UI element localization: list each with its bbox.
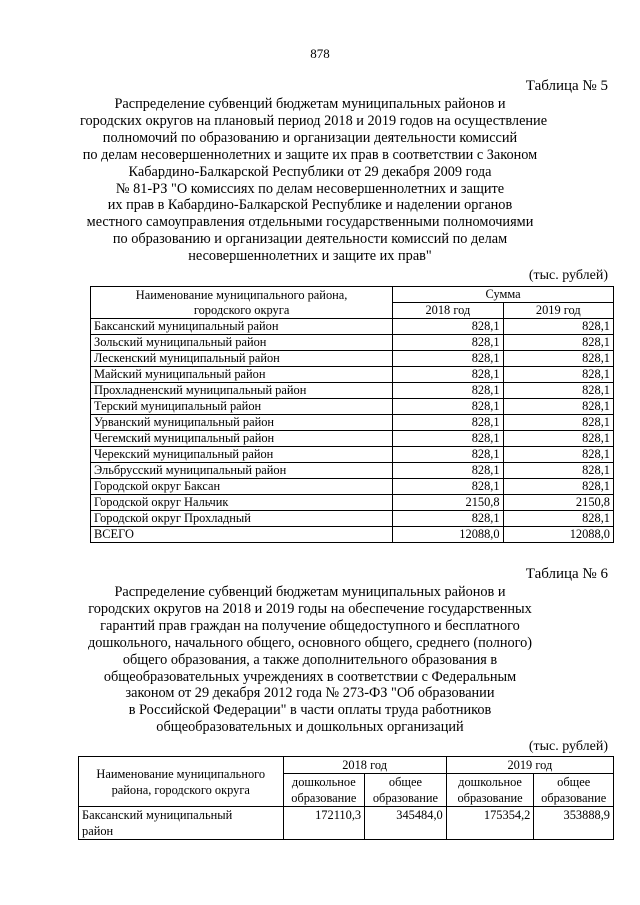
header-text: дошкольное [458, 775, 522, 789]
caption-line: Распределение субвенций бюджетам муниципальных районов и [114, 584, 506, 600]
cell-general-2019: 353888,9 [534, 807, 614, 840]
table6 [78, 756, 614, 840]
table-row [91, 463, 614, 479]
table-row [91, 415, 614, 431]
caption-line: местного самоуправления отдельными государственными полномочиями [86, 214, 534, 231]
cell-2018: 828,1 [393, 415, 503, 431]
header-text: образование [291, 791, 357, 805]
cell-name: Чегемский муниципальный район [91, 431, 393, 447]
table6-header-general-2019 [534, 774, 614, 807]
table5-header-2019: 2019 год [503, 303, 613, 319]
cell-name: Урванский муниципальный район [91, 415, 393, 431]
caption-line: городских округов на 2018 и 2019 годы на обеспечение государственных [88, 600, 532, 617]
table6-label: Таблица № 6 [525, 566, 608, 582]
caption-line: Кабардино-Балкарской Республики от 29 декабря 2009 года [128, 163, 492, 180]
table6-header-2018: 2018 год [283, 757, 446, 774]
header-text: района, городского округа [111, 782, 250, 797]
cell-preschool-2018: 172110,3 [283, 807, 365, 840]
table6-caption [80, 584, 540, 736]
header-text: общее [557, 775, 591, 789]
table6-header-general-2018 [365, 774, 447, 807]
caption-line: законом от 29 декабря 2012 года № 273-ФЗ "Об образовании [125, 685, 495, 702]
cell-2018: 828,1 [393, 399, 503, 415]
cell-name [79, 807, 284, 840]
table-row [91, 431, 614, 447]
table6-body [79, 807, 614, 840]
cell-2019: 828,1 [503, 431, 613, 447]
cell-2018: 2150,8 [393, 495, 503, 511]
caption-line: общеобразовательных учреждениях в соответствии с Федеральным [103, 668, 517, 685]
cell-2019: 828,1 [503, 319, 613, 335]
header-text: образование [372, 791, 439, 805]
header-text: общее [388, 775, 422, 789]
cell-2019: 828,1 [503, 447, 613, 463]
cell-2019: 828,1 [503, 367, 613, 383]
cell-name: Майский муниципальный район [91, 367, 393, 383]
caption-line: № 81-РЗ "О комиссиях по делам несовершеннолетних и защите [115, 180, 505, 197]
cell-name: Баксанский муниципальный район [91, 319, 393, 335]
cell-2019: 828,1 [503, 335, 613, 351]
caption-line: дошкольного, начального общего, основного общего, среднего (полного) [87, 634, 533, 651]
cell-2019: 828,1 [503, 399, 613, 415]
table5-header-2018: 2018 год [393, 303, 503, 319]
table-row [91, 527, 614, 543]
cell-2018: 828,1 [393, 479, 503, 495]
table-row [91, 399, 614, 415]
cell-name: Терский муниципальный район [91, 399, 393, 415]
page-number: 878 [310, 46, 330, 61]
cell-name: Городской округ Прохладный [91, 511, 393, 527]
cell-name: Зольский муниципальный район [91, 335, 393, 351]
table-row [91, 479, 614, 495]
cell-2019: 828,1 [503, 383, 613, 399]
cell-name: Лескенский муниципальный район [91, 351, 393, 367]
table5 [90, 286, 614, 543]
cell-2018: 828,1 [393, 335, 503, 351]
cell-2018: 828,1 [393, 431, 503, 447]
table-row [91, 495, 614, 511]
cell-name: Городской округ Нальчик [91, 495, 393, 511]
table5-caption [80, 96, 548, 265]
caption-line: городских округов на плановый период 2018 и 2019 годов на осуществление [80, 112, 548, 129]
cell-2019: 828,1 [503, 351, 613, 367]
cell-name: ВСЕГО [91, 527, 393, 543]
table6-header-preschool-2019 [446, 774, 534, 807]
cell-2019: 828,1 [503, 463, 613, 479]
caption-line: Распределение субвенций бюджетам муниципальных районов и [114, 96, 506, 112]
caption-line: несовершеннолетних и защите их прав" [188, 248, 432, 265]
table-row [79, 807, 614, 840]
header-text: городского округа [193, 302, 290, 317]
cell-preschool-2019: 175354,2 [446, 807, 534, 840]
cell-name-line: район [82, 824, 114, 838]
cell-2018: 828,1 [393, 511, 503, 527]
table-row [91, 319, 614, 335]
caption-line: по делам несовершеннолетних и защите их прав в соответствии с Законом [82, 146, 538, 163]
caption-line: общего образования, а также дополнительного образования в [122, 651, 498, 668]
caption-line: по образованию и организации деятельности комиссий по делам [112, 231, 508, 248]
table-row [91, 351, 614, 367]
table6-units: (тыс. рублей) [528, 739, 608, 754]
table-row [91, 335, 614, 351]
table5-body [91, 319, 614, 543]
table5-header-name [91, 287, 393, 319]
cell-2018: 828,1 [393, 319, 503, 335]
table5-units: (тыс. рублей) [528, 268, 608, 283]
cell-name: Черекский муниципальный район [91, 447, 393, 463]
header-text: дошкольное [291, 775, 356, 789]
caption-line: в Российской Федерации" в части оплаты труда работников [128, 702, 492, 719]
cell-2019: 828,1 [503, 479, 613, 495]
table-row [91, 447, 614, 463]
cell-2018: 828,1 [393, 351, 503, 367]
caption-line: их прав в Кабардино-Балкарской Республике и наделении органов [107, 197, 513, 214]
cell-2018: 828,1 [393, 367, 503, 383]
cell-2018: 828,1 [393, 383, 503, 399]
cell-2018: 12088,0 [393, 527, 503, 543]
cell-name: Городской округ Баксан [91, 479, 393, 495]
cell-2019: 828,1 [503, 511, 613, 527]
cell-2019: 2150,8 [503, 495, 613, 511]
cell-2018: 828,1 [393, 463, 503, 479]
table-row [91, 511, 614, 527]
header-text: Наименование муниципального [96, 766, 266, 781]
table6-header-preschool-2018 [283, 774, 365, 807]
header-text: образование [457, 791, 523, 805]
header-text: образование [541, 791, 607, 805]
table-row [91, 383, 614, 399]
cell-name: Эльбрусский муниципальный район [91, 463, 393, 479]
table5-label: Таблица № 5 [525, 78, 608, 94]
cell-2019: 828,1 [503, 415, 613, 431]
cell-2018: 828,1 [393, 447, 503, 463]
caption-line: полномочий по образованию и организации деятельности комиссий [102, 129, 518, 146]
caption-line: общеобразовательных и дошкольных организаций [156, 719, 464, 736]
table6-header-name [79, 757, 284, 807]
cell-general-2018: 345484,0 [365, 807, 447, 840]
table5-header-sum: Сумма [393, 287, 614, 303]
caption-line: гарантий прав граждан на получение общедоступного и бесплатного [100, 617, 520, 634]
header-text: Наименование муниципального района, [135, 287, 348, 302]
cell-name: Прохладненский муниципальный район [91, 383, 393, 399]
cell-name-line: Баксанский муниципальный [82, 808, 233, 822]
table-row [91, 367, 614, 383]
cell-2019: 12088,0 [503, 527, 613, 543]
table6-header-2019: 2019 год [446, 757, 613, 774]
